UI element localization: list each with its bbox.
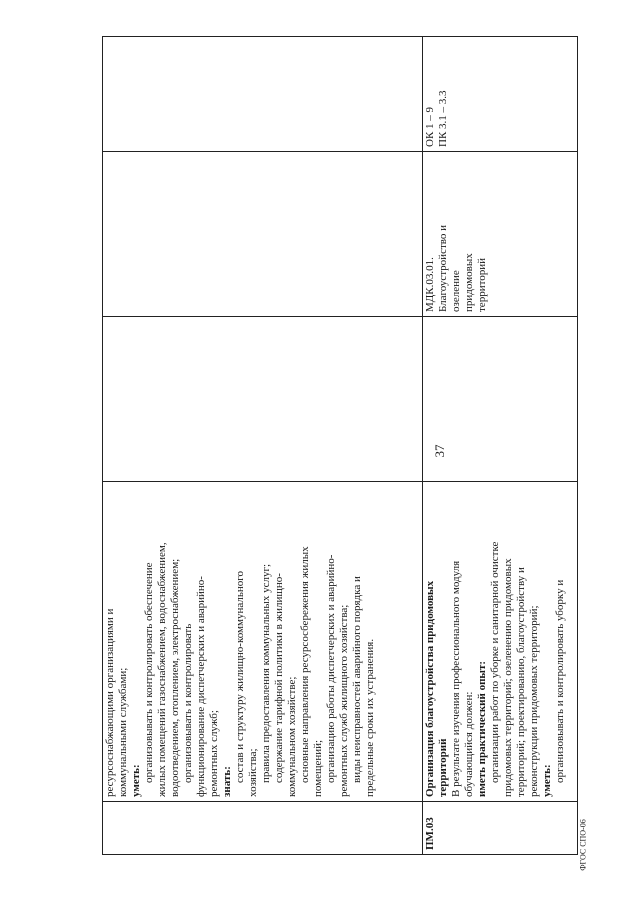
content-line: виды неисправностей аварийного порядка и [351,576,363,783]
content-line: водоотведением, отоплением, электроснабжением; [169,558,181,797]
empty-cell [103,317,423,482]
discipline-line: территорий [476,257,488,312]
content-line: состав и структуру жилищно-коммунального [234,571,246,783]
competencies-cell [423,37,578,152]
content-line: коммунальном хозяйстве; [286,676,298,797]
content-line: предельные сроки их устранения. [364,638,376,797]
module-code-cell: ПМ.03 [423,802,578,855]
competencies-cell [103,37,423,152]
content-line: правила предоставления коммунальных услуг; [260,563,272,783]
content-line: Организация благоустройства придомовых [424,580,436,797]
competency-line: ОК 1 – 9 [424,106,436,147]
discipline-line: придомовых [463,253,475,312]
content-line: организовывать и контролировать обеспечение [143,562,155,783]
content-line: организации работ по уборке и санитарной очистке [489,541,501,783]
content-line: иметь практический опыт: [476,660,488,797]
content-line: жилых помещений газоснабжением, водоснабжением, [156,542,168,797]
discipline-cell [103,152,423,317]
content-line: придомовых территорий; озеленению придомовых [502,558,514,797]
discipline-cell [423,152,578,317]
content-line: обучающийся должен: [463,691,475,797]
discipline-line: озеление [450,270,462,312]
module-code-cell [103,802,423,855]
content-line: помещений; [312,739,324,797]
discipline-line: Благоустройство и [437,224,449,312]
module-content-cell [103,482,423,802]
page-number: 37 [432,444,447,458]
content-line: коммунальными службами; [117,667,129,797]
competency-line: ПК 3.1 – 3.3 [437,90,449,147]
content-line: организовывать и контролировать [182,623,194,783]
content-line: организовывать и контролировать уборку и [554,579,566,783]
content-line: уметь: [130,764,142,797]
empty-cell [423,317,578,482]
content-line: организацию работы диспетчерских и аварийно- [325,554,337,783]
content-line: хозяйства; [247,748,259,797]
content-line: реконструкции придомовых территорий; [528,605,540,797]
content-line: функционирование диспетчерских и аварийно- [195,576,207,797]
content-line: основные направления ресурсосбережения жилых [299,546,311,783]
content-line: ремонтных служб; [208,710,220,797]
footer-note: ФГОС СПО-06 [578,819,588,871]
discipline-line: МДК.03.01. [424,257,436,312]
module-content-cell [423,482,578,802]
content-line: В результате изучения профессионального модуля [450,560,462,797]
content-line: уметь: [541,764,553,797]
content-line: территорий; проектированию, благоустройству и [515,567,527,797]
table-row [103,37,423,855]
curriculum-table [102,37,577,855]
content-line: знать: [221,766,233,797]
content-line: ремонтных служб жилищного хозяйства; [338,604,350,797]
content-line: содержание тарифной политики в жилищно- [273,573,285,783]
content-line: ресурсоснабжающими организациями и [104,608,116,797]
table-row [423,37,578,855]
content-line: территорий [437,738,449,797]
